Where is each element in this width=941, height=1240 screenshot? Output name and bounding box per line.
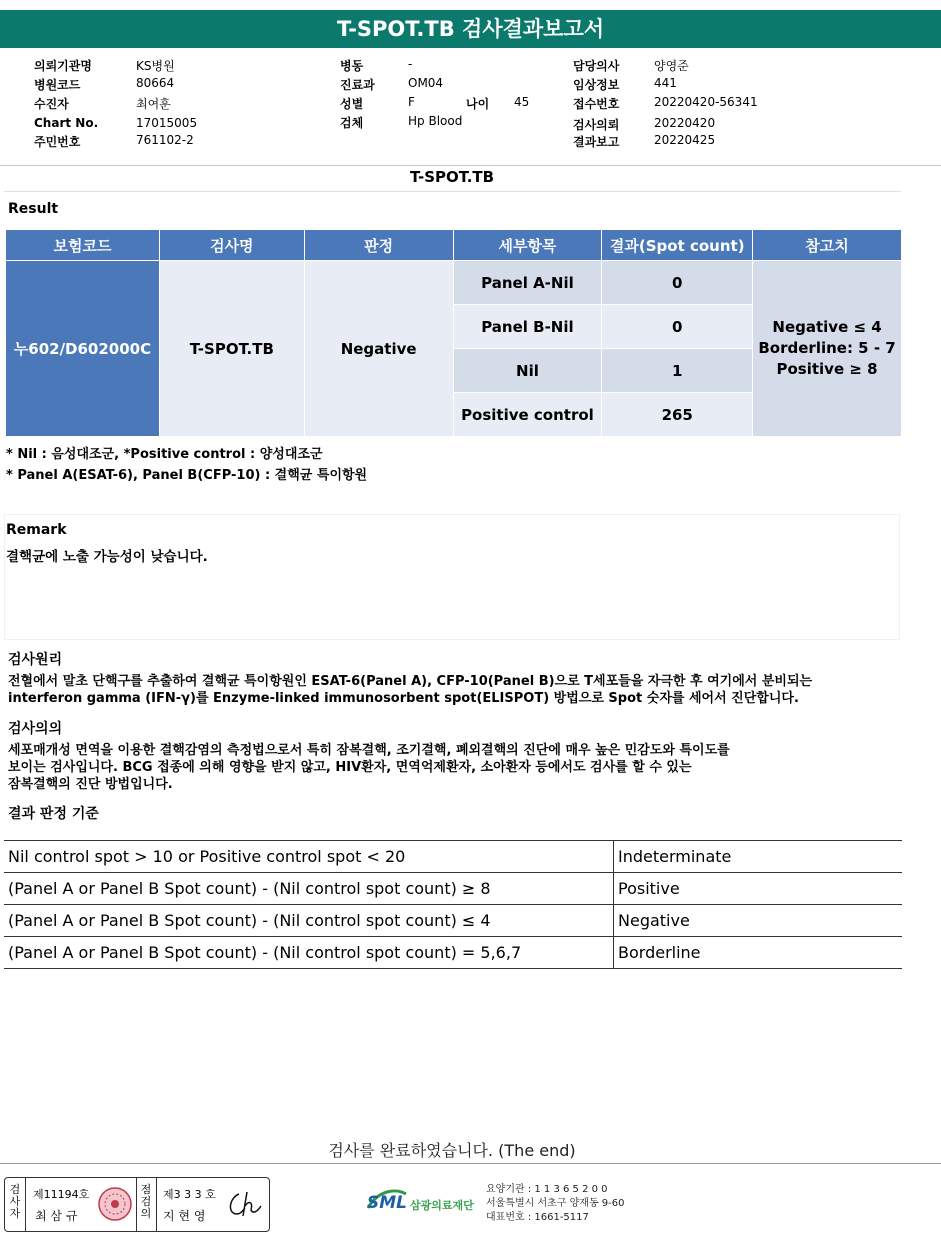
remark-box — [4, 514, 900, 640]
detail-item: Panel B-Nil — [453, 305, 602, 349]
signature-box — [4, 1177, 270, 1232]
remark-text: 결핵균에 노출 가능성이 낮습니다. — [6, 549, 208, 565]
spot-count: 0 — [602, 305, 753, 349]
divider — [156, 1178, 157, 1231]
header-label: 병동 — [340, 59, 364, 73]
header-value: OM04 — [408, 76, 444, 90]
header-label: 진료과 — [340, 78, 375, 92]
section-title: T-SPOT.TB — [409, 168, 495, 186]
header-value: 양영준 — [654, 59, 689, 73]
spot-count: 0 — [602, 261, 753, 305]
divider — [136, 1178, 137, 1231]
reference-line: Positive ≥ 8 — [776, 360, 878, 378]
criteria-condition: (Panel A or Panel B Spot count) - (Nil control spot count) ≥ 8 — [4, 873, 614, 905]
report-title: T-SPOT.TB 검사결과보고서 — [0, 10, 941, 48]
divider — [25, 1178, 26, 1231]
header-value: KS병원 — [136, 59, 175, 73]
table-row — [4, 841, 902, 873]
header-value: 761102-2 — [136, 133, 194, 147]
header-value: F — [408, 95, 415, 109]
test-name: T-SPOT.TB — [159, 261, 304, 437]
column-header: 결과(Spot count) — [602, 230, 753, 261]
header-label: 수진자 — [34, 97, 69, 111]
header-label: Chart No. — [34, 116, 99, 130]
result-note: * Nil : 음성대조군, *Positive control : 양성대조군 — [6, 447, 323, 462]
criteria-result: Borderline — [614, 937, 903, 969]
principle-line: interferon gamma (IFN-γ)를 Enzyme-linked immunosorbent spot(ELISPOT) 방법으로 Spot 숫자를 세어서 진단합니다. — [8, 691, 799, 706]
criteria-result: Negative — [614, 905, 903, 937]
detail-item: Panel A-Nil — [453, 261, 602, 305]
org-info-line: 요양기관 : 1 1 3 6 5 2 0 0 — [486, 1184, 608, 1195]
judgement: Negative — [304, 261, 453, 437]
reviewer-label: 점검의 — [140, 1183, 152, 1220]
spot-count: 265 — [602, 393, 753, 437]
reviewer-license: 제3 3 3 호 — [163, 1188, 216, 1201]
detail-item: Nil — [453, 349, 602, 393]
tester-label: 검사자 — [9, 1183, 21, 1220]
age-label: 나이 — [466, 97, 490, 111]
org-info-line: 대표번호 : 1661-5117 — [486, 1212, 589, 1223]
column-header: 참고치 — [753, 230, 902, 261]
header-value: Hp Blood — [408, 114, 463, 128]
significance-line: 보이는 검사입니다. BCG 접종에 의해 영향을 받지 않고, HIV환자, 면역억제환자, 소아환자 등에서도 검사를 할 수 있는 — [8, 760, 692, 775]
criteria-table — [4, 840, 902, 969]
header-value: 20220425 — [654, 133, 716, 147]
significance-heading: 검사의의 — [8, 721, 63, 737]
header-value: 20220420 — [654, 116, 716, 130]
divider — [0, 165, 941, 166]
result-heading: Result — [8, 201, 59, 217]
header-label: 성별 — [340, 97, 364, 111]
column-header: 보험코드 — [6, 230, 160, 261]
remark-heading: Remark — [6, 522, 67, 538]
org-info — [486, 1183, 625, 1225]
principle-heading: 검사원리 — [8, 652, 63, 668]
principle-line: 전혈에서 말초 단핵구를 추출하여 결핵균 특이항원인 ESAT-6(Panel A), CFP-10(Panel B)으로 T세포들을 자극한 후 여기에서 분비되는 — [8, 674, 813, 689]
significance-line: 잠복결핵의 진단 방법입니다. — [8, 777, 173, 792]
reference-line: Borderline: 5 - 7 — [758, 339, 896, 357]
tester-name: 최 삼 규 — [35, 1209, 78, 1223]
logo-text: SML — [367, 1193, 407, 1213]
header-label: 검사의뢰 — [573, 118, 620, 132]
table-row — [4, 905, 902, 937]
criteria-heading: 결과 판정 기준 — [8, 806, 99, 822]
header-label: 의뢰기관명 — [34, 59, 92, 73]
column-header: 세부항목 — [453, 230, 602, 261]
table-row — [6, 261, 902, 305]
official-seal-icon — [97, 1186, 133, 1222]
sml-logo-icon — [366, 1186, 408, 1216]
insurance-code: 누602/D602000C — [6, 261, 160, 437]
header-label: 접수번호 — [573, 97, 620, 111]
table-row — [4, 873, 902, 905]
reference-range — [753, 261, 902, 437]
column-header: 검사명 — [159, 230, 304, 261]
header-label: 결과보고 — [573, 135, 620, 149]
criteria-condition: (Panel A or Panel B Spot count) - (Nil control spot count) = 5,6,7 — [4, 937, 614, 969]
significance-text — [8, 742, 730, 793]
org-name: 삼광의료재단 — [410, 1199, 474, 1212]
signature-icon — [223, 1188, 263, 1220]
criteria-condition: Nil control spot > 10 or Positive control spot < 20 — [4, 841, 614, 873]
significance-line: 세포매개성 면역을 이용한 결핵감염의 측정법으로서 특히 잠복결핵, 조기결핵, 폐외결핵의 진단에 매우 높은 민감도와 특이도를 — [8, 743, 730, 758]
column-header: 판정 — [304, 230, 453, 261]
criteria-condition: (Panel A or Panel B Spot count) - (Nil control spot count) ≤ 4 — [4, 905, 614, 937]
spot-count: 1 — [602, 349, 753, 393]
result-table — [5, 229, 902, 437]
divider — [4, 191, 901, 192]
header-value: 최여훈 — [136, 97, 171, 111]
reviewer-name: 지 현 영 — [163, 1209, 206, 1223]
header-value: 20220420-56341 — [654, 95, 758, 109]
age-value: 45 — [514, 95, 530, 109]
tester-license: 제11194호 — [33, 1188, 90, 1201]
header-label: 검체 — [340, 116, 364, 130]
result-note: * Panel A(ESAT-6), Panel B(CFP-10) : 결핵균 특이항원 — [6, 468, 368, 483]
divider — [0, 1163, 941, 1164]
header-label: 담당의사 — [573, 59, 620, 73]
org-info-line: 서울특별시 서초구 양재동 9-60 — [486, 1198, 625, 1209]
header-value: - — [408, 57, 413, 71]
header-value: 441 — [654, 76, 677, 90]
criteria-result: Positive — [614, 873, 903, 905]
end-text: 검사를 완료하였습니다. (The end) — [328, 1141, 576, 1160]
header-label: 병원코드 — [34, 78, 81, 92]
principle-text — [8, 673, 812, 707]
table-row — [4, 937, 902, 969]
header-label: 임상정보 — [573, 78, 620, 92]
header-label: 주민번호 — [34, 135, 81, 149]
header-value: 80664 — [136, 76, 175, 90]
reference-line: Negative ≤ 4 — [772, 318, 882, 336]
criteria-result: Indeterminate — [614, 841, 903, 873]
detail-item: Positive control — [453, 393, 602, 437]
header-value: 17015005 — [136, 116, 198, 130]
